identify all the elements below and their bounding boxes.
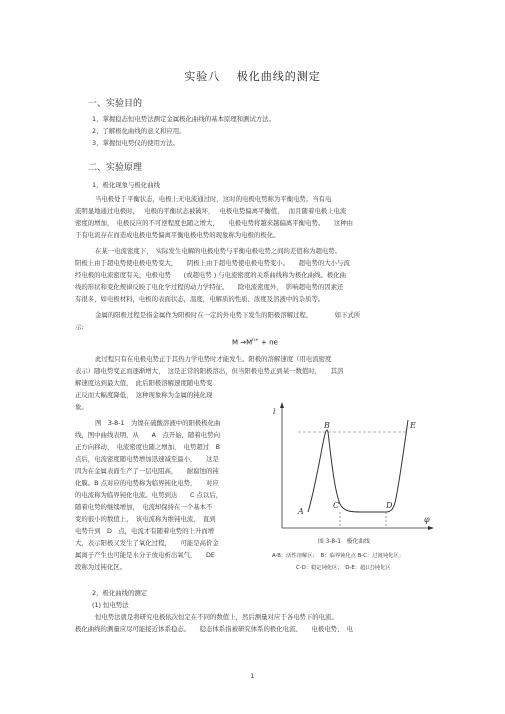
paragraph-line: 阳极上由于超电势使电极电势变大， 阴极上由于超电势使电极电势变小。 超电势的大小与流	[75, 259, 350, 267]
equation-left: M →M	[232, 338, 253, 347]
paragraph-line: 恒电势法就是将研究电极依次恒定在不同的数值上，然后测量对应于各电势下的电流。	[95, 613, 338, 621]
paragraph-line: 极化曲线的测量应尽可能接近体系稳态。 稳态体系指被研究体系的极化电流、 电极电势、 电	[75, 625, 353, 633]
page-number: 1	[250, 672, 255, 680]
paragraph-line: 点后，电流密度随电势增加迅速减至最小， 这是	[75, 455, 219, 463]
point-label-d: D	[386, 501, 393, 510]
objective-item: 1、掌握稳态恒电势法测定金属极化曲线的基本原理和测试方法。	[92, 115, 276, 123]
polarization-curve-figure	[268, 398, 436, 536]
page-title: 实验八 极化曲线的测定	[184, 70, 321, 83]
paragraph-line: 金属的阳极过程是指金属作为阳极时在一定的外电势下发生的阳极溶解过程， 如下式所	[95, 311, 361, 319]
paragraph-line: 属离子产生也可能是水分子放电析出氧气， DE	[75, 551, 215, 559]
paragraph-line: 线，图中曲线表明，从 A 点开始，随着电势向	[75, 431, 220, 439]
subsection-heading: 1、极化现象与极化曲线	[92, 181, 160, 189]
reaction-equation	[232, 338, 278, 346]
x-axis-arrow	[428, 526, 434, 530]
paragraph-line: 因为在金属表面生产了一层电阻高， 耐腐蚀的钝	[75, 467, 219, 475]
paragraph-line: 于有电流存在而造成电极电势偏离平衡电极电势的现象称为电极的极化。	[75, 231, 280, 239]
subsection-heading: 2、极化曲线的测定	[92, 589, 148, 597]
equation-right: + ne	[261, 338, 278, 347]
paragraph-line: 段称为过钝化区。	[75, 563, 127, 571]
paragraph-line: 表示）随电势变正而逐渐增大， 这是正常的阳极溶出，但当阳极电势正到某一数值时， 其溶	[75, 367, 344, 375]
paragraph-line: 流明显地通过电极时， 电极的平衡状态被破坏， 电极电势偏离平衡值， 而且随着电极上电流	[75, 207, 347, 215]
figure-legend-line: C-D：稳定钝化区； D-E：超(过)钝化区	[296, 565, 391, 571]
paragraph-line: 电势升到 D 点，电流才有随着电势的上升而增	[75, 527, 215, 535]
paragraph-line: 密度的增加， 电极反应的不可逆程度也随之增大， 电极电势将越来越偏离平衡电势。 这种由	[75, 219, 353, 227]
paragraph-line: 经电极的电流密度有关，电极电势 (或超电势 ) 与电流密度的关系曲线称为极化曲线。极化曲	[75, 271, 347, 279]
paragraph-line: 随着电势的继续增加， 电流却保持在一个基本不	[75, 503, 213, 511]
point-label-c: C	[333, 501, 340, 510]
subsection-item: (1) 恒电势法	[92, 601, 129, 609]
paragraph-line: 变的很小的数值上， 该电流称为维钝电流， 直到	[75, 515, 216, 523]
paragraph-line: 大，表示阳极又发生了氧化过程， 可能是高价金	[75, 539, 219, 547]
paragraph-line: 当电极处于平衡状态，电极上无电流通过时，这时的电极电势称为平衡电势。当有电	[95, 195, 332, 203]
paragraph-line: 此过程只有在电极电势正于其热力学电势时才能发生。阳极的溶解速度（用电流密度	[95, 355, 332, 363]
section-heading-objectives: 一、实验目的	[88, 99, 143, 109]
paragraph-line: 的电流称为临界钝化电流。电势到达 C 点以后，	[75, 491, 223, 499]
figure-legend-line: A-B：活性溶解区； B：临界钝化点 B-C：过渡钝化区；	[272, 553, 405, 559]
point-label-b: B	[324, 421, 330, 430]
paragraph-line: 正方向移动， 电流密度也随之增加， 电势超过 B	[75, 443, 220, 451]
y-axis-label: i	[273, 407, 276, 416]
objective-item: 2、了解极化曲线的意义和应用。	[92, 127, 186, 135]
x-axis-label: φ	[424, 515, 430, 524]
objective-item: 3、掌握恒电势仪的使用方法。	[92, 139, 180, 147]
paragraph-line: 图 3-8-1 为镍在硫酸溶液中的阳极极化曲	[95, 419, 221, 427]
paragraph-line: 解速度达到最大值， 此后阳极溶解速度随电势变	[75, 379, 213, 387]
section-heading-principle: 二、实验原理	[88, 163, 143, 173]
point-label-a: A	[298, 507, 304, 516]
paragraph-line: 线的形状和变化规律反映了电化学过程的动力学特征。 除电流密度外， 影响超电势的因素还	[75, 283, 344, 291]
paragraph-line: 化膜。B 点对应的电势称为临界钝化电势， 对应	[75, 479, 219, 487]
figure-caption: 图 3-8-1 极化曲线	[318, 539, 370, 545]
polarization-curve	[308, 420, 408, 512]
paragraph-line: 示:	[75, 323, 84, 331]
paragraph-line: 在某一电流密度下， 实际发生电解的电极电势与平衡电极电势之间的差值称为超电势。	[95, 247, 342, 255]
y-axis-arrow	[280, 402, 284, 408]
paragraph-line: 象。	[75, 403, 88, 411]
equation-charge: n+	[252, 338, 259, 343]
point-label-e: E	[410, 421, 416, 430]
paragraph-line: 有很多，如电极材料，电极的表面状态，温度，电解质的性质、浓度及溶液中的杂质等。	[75, 295, 325, 303]
paragraph-line: 正反而大幅度降低， 这种现象称为金属的钝化现	[75, 391, 213, 399]
